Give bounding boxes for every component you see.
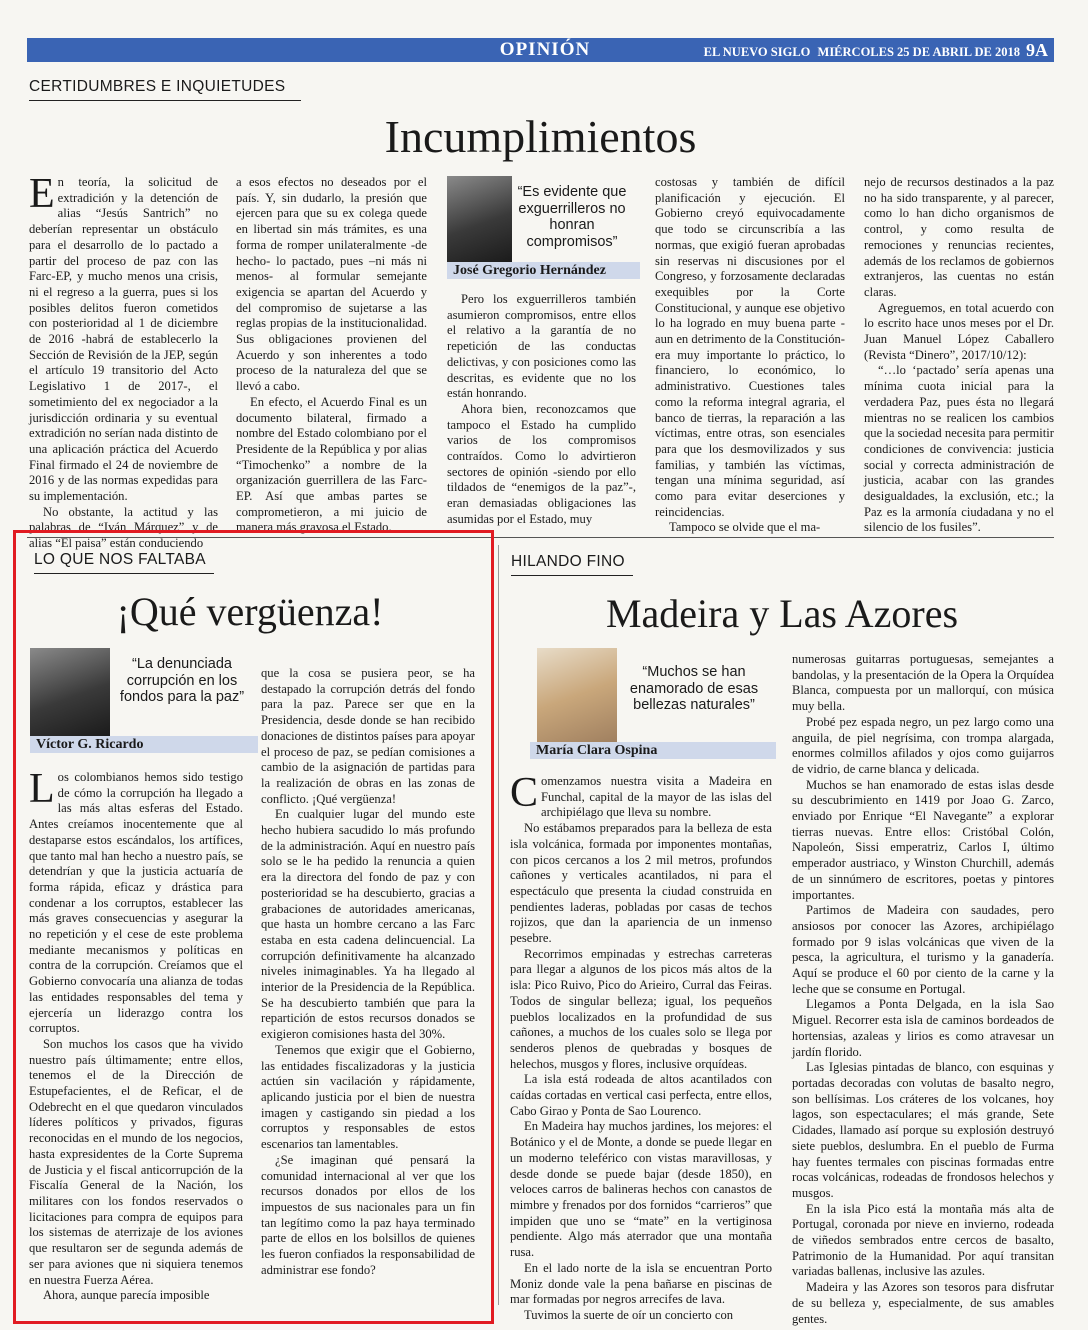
paragraph: Tenemos que exigir que el Gobierno, las entidades fiscalizadoras y la justicia actúen sin vacilación y rápidamente, aplicando justicia por el bien de nuestra imagen y castigando sin piedad a los corruptos y responsables de estos escenarios tan lamentables. xyxy=(261,1042,475,1152)
drop-cap: C xyxy=(510,770,539,816)
left-column-1 xyxy=(29,766,243,1304)
page-number: 9A xyxy=(1026,40,1048,60)
section-name: OPINIÓN xyxy=(499,39,591,60)
top-column-5 xyxy=(864,175,1054,536)
right-byline: María Clara Ospina xyxy=(530,742,776,759)
paragraph: Llegamos a Ponta Delgada, en la isla Sao Miguel. Recorrer esta isla de caminos bordeados de hortensias, azaleas y lirios es como atravesar un jardín florido. xyxy=(792,997,1054,1059)
left-pull-quote: “La denunciada corrupción en los fondos para la paz” xyxy=(119,656,245,705)
paragraph: Ahora bien, reconozcamos que tampoco el Estado ha cumplido varios de los compromisos contraídos. Como lo advirtieron sectores de opinión -siendo por ello tildados de “enemigos de la paz”-, eran demasiadas obligaciones las asumidas por el Estado, muy xyxy=(447,401,636,526)
paragraph: No obstante, la actitud y las palabras de “Iván Márquez” y de alias “El paisa” están conduciendo xyxy=(29,504,218,551)
right-kicker: HILANDO FINO xyxy=(511,553,633,576)
paragraph: Las Iglesias pintadas de blanco, con esquinas y portadas decoradas con volutas de basalto negro, son bellísimas. Los cráteres de los volcanes, hoy lagos, son espectaculares; el más grande, Sete Cidades, llamado así porque su explosión destruyó siete pueblos, deslumbra. En el pueblo de Furma hay fuentes termales con piscinas formadas entre rocas volcánicas, rodeadas de frondosos helechos y musgos. xyxy=(792,1060,1054,1200)
author-photo xyxy=(30,648,110,736)
top-byline: José Gregorio Hernández xyxy=(447,262,640,279)
paragraph: Tampoco se olvide que el ma- xyxy=(669,520,821,535)
paragraph: En el lado norte de la isla se encuentran Porto Moniz donde vale la pena bañarse en piscinas de mar formadas por negros arrecifes de lava. xyxy=(510,1260,772,1307)
paragraph: En cualquier lugar del mundo este hecho hubiera sacudido lo más profundo de la administración. Aquí en nuestro país solo se le ha pedido la renuncia a quien era la directora del fondo de paz y con posterioridad se ha descubierto, gracias a grabaciones de autoridades americanas, que hasta un hombre cercano a las Farc estaba en esta cadena delincuencial. La corrupción definitivamente ha alcanzado niveles inimaginables. Ya ha llegado al interior de la Presidencia de la República. Se ha descubierto también que para la repartición de estos recursos donados se exigieron comisiones hasta del 30%. xyxy=(261,807,475,1042)
paragraph: a esos efectos no deseados por el país. Y, sin dudarlo, la presión que ejercen para que su ex colega quede en libertad sin más trámites, es una forma de romper unilateralmente -de hecho- lo pactado, pues –ni más ni menos- al formular semejante exigencia se apartan del Acuerdo y del compromiso de sujetarse a las reglas propias de la institucionalidad. Sus obligaciones provienen del Acuerdo y son inherentes a todo proceso de la naturaleza del que se llevó a cabo. xyxy=(236,175,427,394)
author-photo xyxy=(447,176,512,262)
author-photo xyxy=(537,648,617,742)
paragraph: que la cosa se pusiera peor, se ha destapado la corrupción detrás del fondo para la paz. Parece ser que en la Presidencia, desde donde se han recibido donaciones de distintos países para apoyar el proceso de paz, se pedían comisiones a cambio de la asignación de partidas para la realización de obras en las zonas de conflicto. ¡Qué vergüenza! xyxy=(261,666,475,806)
paragraph: omenzamos nuestra visita a Madeira en Funchal, capital de la mayor de las islas del archipiélago que lleva su nombre. xyxy=(541,774,772,820)
paragraph: En la isla Pico está la montaña más alta de Portugal, coronada por nieve en invierno, rodeada de viñedos sembrados entre cercos de basalto, Patrimonio de la Humanidad. Por aquí transitan variadas ballenas, inclusive las azules. xyxy=(792,1201,1054,1279)
paragraph: nejo de recursos destinados a la paz no ha sido transparente, y al parecer, como lo han dicho organismos de control, y como resulta de remociones y renuncias recientes, además de los reclamos de gobiernos extranjeros, las cuentas no están claras. xyxy=(864,175,1054,299)
column-divider xyxy=(498,545,499,1305)
paragraph: Muchos se han enamorado de estas islas desde su descubrimiento en 1419 por Joao G. Zarco, enviado por Enrique “El Navegante” a explorar tierras nuevas. Entre ellos: Cristóbal Colón, Napoleón, Sissi emperatriz, Carlos I, último emperador austriaco, y Winston Churchill, además de un sinnúmero de escritores, poetas y pintores importantes. xyxy=(792,777,1054,902)
paragraph: La isla está rodeada de altos acantilados con caídas cortadas en vertical casi perfecta, entre ellos, Cabo Girao y Ponta de Sao Lourenco. xyxy=(510,1072,772,1118)
top-column-4 xyxy=(655,175,845,536)
right-column-1 xyxy=(510,770,772,1324)
paragraph: Tuvimos la suerte de oír un concierto con xyxy=(524,1307,734,1322)
top-column-2 xyxy=(236,175,427,536)
issue-date: MIÉRCOLES 25 DE ABRIL DE 2018 xyxy=(817,45,1020,59)
paragraph: En Madeira hay muchos jardines, los mejores: el Botánico y el de Monte, a donde se puede llegar en un moderno teleférico con vistas maravillosas, y desde donde se puede bajar (desde 1850), en veloces carros de balineras hechos con canastos de mimbre y frenados por dos fornidos “carrieros” que impiden que uno se “mate” en la vertiginosa pendiente. Algo más aterrador que una montaña rusa. xyxy=(510,1119,772,1260)
top-column-3 xyxy=(447,292,636,528)
paragraph: Agreguemos, en total acuerdo con lo escrito hace unos meses por el Dr. Juan Manuel López Caballero (Revista “Dinero”, 2017/10/12): xyxy=(864,300,1054,362)
drop-cap: L xyxy=(29,766,55,812)
left-column-2 xyxy=(261,666,475,1278)
paragraph: Pero los exguerrilleros también asumieron compromisos, entre ellos el relativo a la garantía de no repetición de las conductas delictivas, y con posiciones como las descritas, es evidente que no los están honrando. xyxy=(447,292,636,401)
paragraph: En efecto, el Acuerdo Final es un documento bilateral, firmado a nombre del Estado colombiano por el Presidente de la República y por alias “Timochenko” a nombre de la organización guerrillera de las Farc-EP. Así que ambas partes se comprometieron, a mi juicio de manera más gravosa el Estado. xyxy=(236,394,427,535)
top-column-1 xyxy=(29,171,218,552)
left-byline: Víctor G. Ricardo xyxy=(30,736,258,753)
paragraph: Son muchos los casos que ha vivido nuestro país últimamente; entre ellos, tenemos el de la Dirección de Estupefacientes, el de Reficar, el de Odebrecht en el que quedaron vinculados líderes políticos y privados, figuras reconocidas en el mundo de los negocios, hasta expresidentes de la Corte Suprema de Justicia y el fiscal anticorrupción de la Fiscalía General de la Nación, los militares con los fondos reservados o licitaciones para compra de equipos para los sistemas de aterrizaje de los aviones que resultaron ser de segunda además de ser para aviones que ni siquiera tenemos en nuestra Fuerza Aérea. xyxy=(29,1036,243,1287)
paragraph: os colombianos hemos sido testigo de cómo la corrupción ha llegado a las más altas esferas del Estado. Antes creíamos inocentemente que al destaparse estos escándalos, los artífices, que tanto mal han hecho a nuestro país, se detendrían y que la justicia actuaría de forma rápida, eficaz y drástica para condenar a los corruptos, establecer las más graves consecuencias y asegurar la no repetición y el cese de este problema mediante mecanismos y políticas en contra de la corrupción. Creíamos que el Gobierno convocaría una alianza de todas las entidades responsables del tema y ejercería un liderazgo contra los corruptos. xyxy=(29,770,243,1036)
right-headline: Madeira y Las Azores xyxy=(605,591,959,636)
left-kicker: LO QUE NOS FALTABA xyxy=(34,551,214,574)
publication-name: EL NUEVO SIGLO xyxy=(703,45,811,59)
right-pull-quote: “Muchos se han enamorado de esas bellezas naturales” xyxy=(629,664,759,713)
paragraph: Ahora, aunque parecía imposible xyxy=(43,1288,210,1303)
drop-cap: E xyxy=(29,171,55,217)
paragraph: “…lo ‘pactado’ sería apenas una mínima cuota inicial para la verdadera Paz, pues ésta no llegará mientras no se realicen los cambios que la sociedad necesita para permitir condiciones de convivencia: justicia social y correcta administración de justicia, acabar con las grandes desigualdades, la exclusión, etc.; la Paz es la armonía ciudadana y no el silencio de los fusiles”. xyxy=(864,363,1054,535)
top-pull-quote: “Es evidente que exguerrilleros no honran compromisos” xyxy=(517,184,627,250)
paragraph: ¿Se imaginan qué pensará la comunidad internacional al ver que los recursos donados por ellos de los impuestos de sus nacionales para un fin tan legítimo como la paz haya terminado parte de ellos en los bolsillos de quienes les fueron confiados la responsabilidad de administrar ese fondo? xyxy=(261,1152,475,1277)
paragraph: No estábamos preparados para la belleza de esta isla volcánica, formada por imponentes montañas, con picos cercanos a los 2 mil metros, profundos cañones y verticales acantilados, ni para el espectáculo que presenta la ciudad construida en pendientes laderas, pobladas por casas de techos rojizos, que dan la apariencia de un inmenso pesebre. xyxy=(510,821,772,946)
paragraph: Madeira y las Azores son tesoros para disfrutar de su belleza y, especialmente, de sus amables gentes. xyxy=(792,1280,1054,1326)
paragraph: costosas y también de difícil planificación y ejecución. El Gobierno creyó equivocadamente que todo se circunscribía a las normas, que exigió fueran aprobadas sin reservas ni discusiones por el Congreso, y forzosamente declaradas exequibles por la Corte Constitucional, y aunque ese objetivo lo ha logrado en muy buena parte -aun en detrimento de la Constitución- era muy importante lo práctico, lo financiero, lo económico, lo administrativo. Cuestiones tales como la reforma integral agraria, el banco de tierras, la reparación a las víctimas, entre otras, son esenciales para que los desmovilizados y sus familias, y también las víctimas, tengan una mínima seguridad, así como para evitar deserciones y reincidencias. xyxy=(655,175,845,519)
paragraph: Probé pez espada negro, un pez largo como una anguila, de piel negrísima, con trompa alargada, enormes colmillos afilados y ojos como guijarros de vidrio, de carne blanca y delicada. xyxy=(792,714,1054,776)
paragraph: numerosas guitarras portuguesas, semejantes a bandolas, y la presentación de la Opera la Orquídea Blanca, compuesta por un mallorquí, con música muy bella. xyxy=(792,652,1054,714)
paragraph: n teoría, la solicitud de extradición y la detención de alias “Jesús Santrich” no deberían representar un obstáculo para el desarrollo de lo pactado a partir del proceso de paz con las Farc-EP, y mucho menos una crisis, ni el regreso a la guerra, pues si los posibles delitos fueron cometidos con posterioridad al 1 de diciembre de 2016 -habrá de establecerlo la Sección de Revisión de la JEP, según el artículo 19 transitorio del Acto Legislativo 1 de 2017-, el sometimiento del ex negociador a la jurisdicción ordinaria y su eventual extradición no serían nada distinto de una aplicación práctica del Acuerdo Final firmado el 24 de noviembre de 2016 y de las normas expedidas para su implementación. xyxy=(29,175,218,504)
top-kicker: CERTIDUMBRES E INQUIETUDES xyxy=(29,78,301,101)
top-headline: Incumplimientos xyxy=(384,111,697,162)
header-info xyxy=(700,38,1054,62)
paragraph: Recorrimos empinadas y estrechas carreteras para llegar a algunos de los picos más altos de la isla: Pico Ruivo, Pico do Arieiro, Curral das Feiras. Todos de singular belleza; igual, los pequeños pueblos localizados en la profundidad de sus cañones, a muchos de los cuales solo se llega por senderos plenos de quebradas y bosques de helechos, musgos y flores, inclusive orquídeas. xyxy=(510,946,772,1071)
right-column-2 xyxy=(792,652,1054,1327)
paragraph: Partimos de Madeira con saudades, pero ansiosos por conocer las Azores, archipiélago formado por 9 islas volcánicas que viven de la pesca, la agricultura, el turismo y la ganadería. Aquí se produce el 60 por ciento de la carne y la leche que se consume en Portugal. xyxy=(792,903,1054,996)
left-headline: ¡Qué vergüenza! xyxy=(116,589,384,634)
